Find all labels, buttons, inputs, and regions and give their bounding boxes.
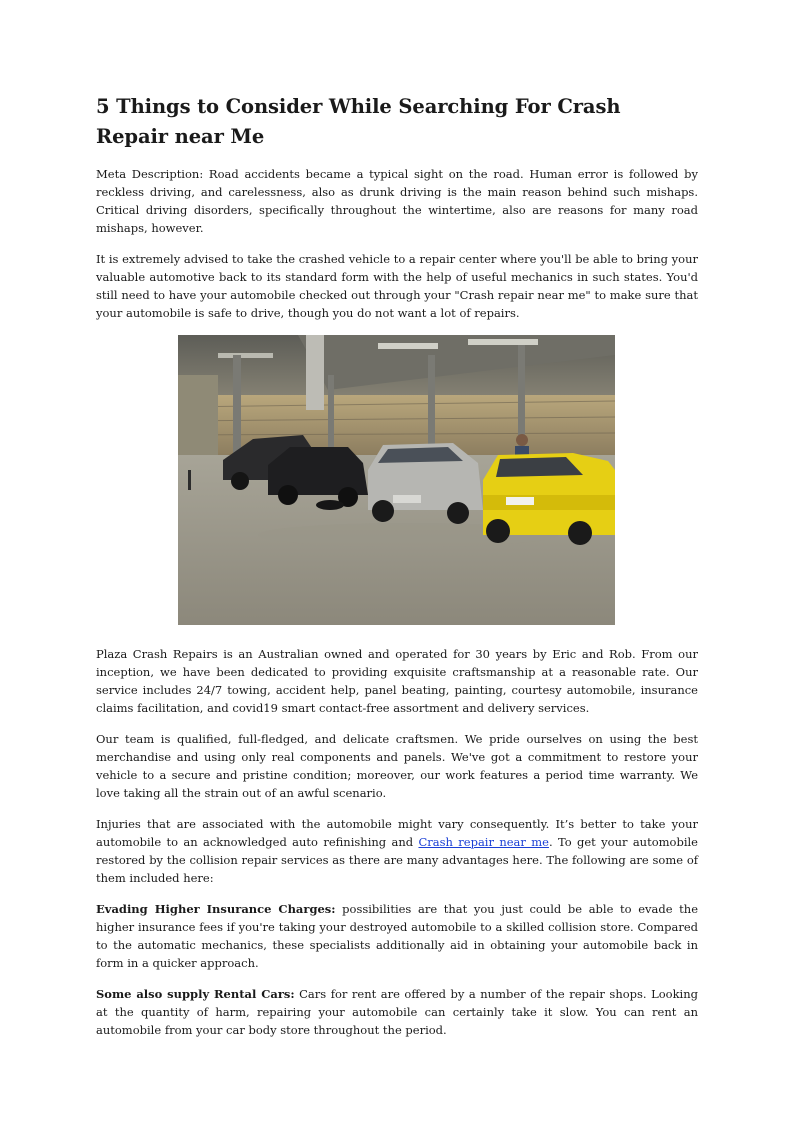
point-insurance — [96, 900, 698, 972]
injuries-text-before: Injuries that are associated with the automobile might vary consequently. It’s better to take your automobile to an acknowledged auto refinishing and — [96, 817, 698, 849]
point-insurance-text: possibilities are that you just could be able to evade the higher insurance fees if you're taking your destroyed automobile to a skilled collision store. Compared to the automatic mechanics, these specialists additionally aid in obtaining your automobile back in form in a quicker approach. — [96, 902, 698, 970]
workshop-photo — [178, 335, 615, 625]
point-rental — [96, 985, 698, 1039]
meta-description: Meta Description: Road accidents became a typical sight on the road. Human error is followed by reckless driving, and carelessness, also as drunk driving is the main reason behind such mishaps. Critical driving disorders, specifically throughout the wintertime, also are reasons for many road mishaps, however. — [96, 167, 698, 235]
crash-repair-link[interactable]: Crash repair near me — [418, 835, 549, 849]
point-rental-heading: Some also supply Rental Cars: — [96, 987, 295, 1001]
injuries-paragraph — [96, 815, 698, 887]
intro-paragraph: It is extremely advised to take the crashed vehicle to a repair center where you'll be able to bring your valuable automotive back to its standard form with the help of useful mechanics in such states. You'd still need to have your automobile checked out through your "Crash repair near me" to make sure that your automobile is safe to drive, though you do not want a lot of repairs. — [96, 252, 698, 320]
article-title: 5 Things to Consider While Searching For Crash Repair near Me — [96, 95, 621, 148]
point-rental-text: Cars for rent are offered by a number of the repair shops. Looking at the quantity of harm, repairing your automobile can certainly take it slow. You can rent an automobile from your car body store throughout the period. — [96, 987, 698, 1037]
document-page — [96, 92, 698, 1052]
injuries-text-after: . To get your automobile restored by the collision repair services as there are many advantages here. The following are some of them included here: — [96, 835, 698, 885]
team-paragraph: Our team is qualified, full-fledged, and delicate craftsmen. We pride ourselves on using the best merchandise and using only real components and panels. We've got a commitment to restore your vehicle to a secure and pristine condition; moreover, our work features a period time warranty. We love taking all the strain out of an awful scenario. — [96, 732, 698, 800]
about-paragraph: Plaza Crash Repairs is an Australian owned and operated for 30 years by Eric and Rob. From our inception, we have been dedicated to providing exquisite craftsmanship at a reasonable rate. Our service includes 24/7 towing, accident help, panel beating, painting, courtesy automobile, insurance claims facilitation, and covid19 smart contact-free assortment and delivery services. — [96, 647, 698, 715]
point-insurance-heading: Evading Higher Insurance Charges: — [96, 902, 336, 916]
